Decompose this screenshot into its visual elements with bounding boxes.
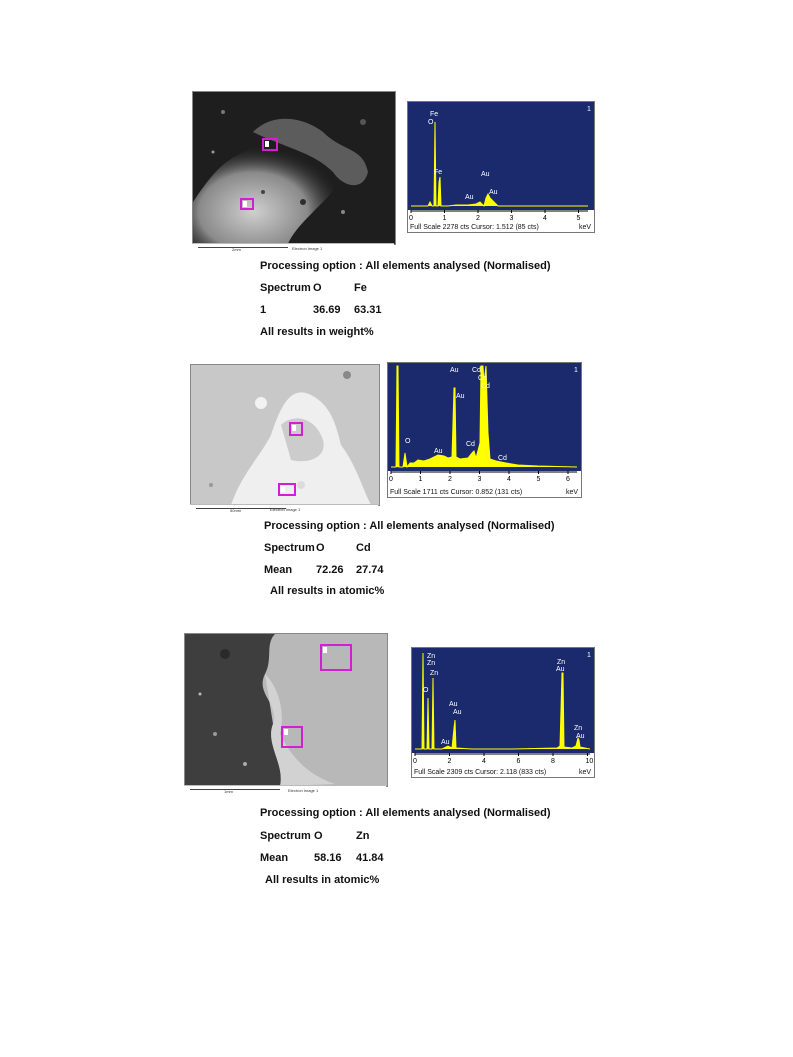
eds-spectrum-3 [411,647,595,755]
sem-image-2 [190,364,380,506]
spectrum-axis-1 [408,210,594,222]
full-scale-readout: Full Scale 1711 cts Cursor: 0.852 (131 cts) [390,489,523,496]
results-header-spectrum: Spectrum [264,542,315,554]
roi-box-3b [281,726,303,748]
axis-tick-label: 0 [389,476,393,483]
axis-tick-label: 4 [507,476,511,483]
axis-tick-label: 2 [447,758,452,765]
spectrum-plot-2 [388,363,581,472]
peak-label: Fe [434,169,443,176]
peak-label: Zn [430,670,439,677]
sem-image-1 [192,91,396,245]
results-header-spectrum: Spectrum [260,830,311,842]
image-label: Electron Image 1 [292,246,323,251]
scale-label: 50mm [230,508,242,513]
axis-unit: keV [578,224,591,231]
processing-option-1: Processing option : All elements analysed (Normalised) [260,260,551,272]
scale-bar [190,787,280,790]
roi-tag [281,486,285,492]
roi-box-3a [320,644,352,671]
results-header-el2: Zn [356,830,370,842]
results-header-el2: Fe [354,282,367,294]
roi-box-1b [240,198,254,210]
axis-tick-label: 1 [418,476,423,483]
spectrum-footer-2 [387,471,582,498]
peak-label: Au [456,393,465,400]
image-label: Electron Image 1 [270,507,301,512]
results-row-label: Mean [264,564,293,576]
results-note-2: All results in atomic% [270,585,385,597]
peak-label: Au [449,701,458,708]
spectrum-number: 1 [587,652,591,659]
roi-tag [292,425,296,431]
peak-label: Au [481,171,490,178]
peak-label: Au [434,448,443,455]
processing-option-3: Processing option : All elements analysed (Normalised) [260,807,551,819]
scale-label: 2mm [232,247,241,252]
sem-image-3-texture [185,634,387,786]
peak-label: Cd [472,367,481,374]
sem-image-1-texture [193,92,395,244]
spectrum-plot-3 [412,648,594,754]
spectrum-plot-1 [408,102,594,211]
axis-tick-label: 3 [477,476,482,483]
axis-tick-label: 8 [551,758,555,765]
results-value-1: 72.26 [316,564,344,576]
peak-label: Cd [478,375,487,382]
scale-bar [198,245,288,248]
spectrum-number: 1 [587,106,591,113]
peak-label: Au [576,733,585,740]
results-header-spectrum: Spectrum [260,282,311,294]
roi-box-2b [278,483,296,496]
results-header-el1: O [313,282,322,294]
results-header-el1: O [314,830,323,842]
axis-tick-label: 6 [516,758,521,765]
axis-unit: keV [578,769,591,776]
axis-tick-label: 4 [543,215,547,222]
peak-label: Zn [427,653,436,660]
peak-label: Au [556,666,565,673]
eds-spectrum-1 [407,101,595,212]
axis-unit: keV [565,489,578,496]
peak-label: Fe [430,111,439,118]
roi-tag [243,201,247,207]
axis-tick-label: 5 [576,215,581,222]
results-row-label: 1 [260,304,267,316]
roi-tag [265,141,269,147]
axis-tick-label: 1 [442,215,447,222]
roi-box-1a [262,138,278,151]
sem-footer-1 [192,243,394,252]
roi-tag [323,647,327,653]
results-value-1: 58.16 [314,852,342,864]
roi-tag [284,729,288,735]
peak-label: Zn [574,725,583,732]
peak-label: Au [465,194,474,201]
image-label: Electron Image 1 [288,788,319,793]
results-row-label: Mean [260,852,289,864]
axis-tick-label: 3 [509,215,514,222]
results-header-el2: Cd [356,542,371,554]
sem-image-3 [184,633,388,787]
full-scale-readout: Full Scale 2278 cts Cursor: 1.512 (85 cts) [410,224,539,231]
axis-tick-label: 4 [482,758,486,765]
axis-tick-label: 10 [585,758,594,765]
spectrum-number: 1 [574,367,578,374]
roi-box-2a [289,422,303,436]
peak-label: Cd [481,383,490,390]
peak-label: Au [453,709,462,716]
spectrum-trace [411,122,588,206]
peak-label: Zn [427,660,436,667]
spectrum-axis-2 [388,471,581,483]
peak-label: Au [489,189,498,196]
axis-tick-label: 5 [536,476,541,483]
results-header-el1: O [316,542,325,554]
peak-label: O [423,687,429,694]
axis-tick-label: 6 [566,476,570,483]
results-note-3: All results in atomic% [265,874,380,886]
full-scale-readout: Full Scale 2309 cts Cursor: 2.118 (833 cts) [414,769,547,776]
processing-option-2: Processing option : All elements analysed (Normalised) [264,520,555,532]
peak-label: Au [441,739,450,746]
results-note-1: All results in weight% [260,326,374,338]
scale-label: 1mm [224,789,233,794]
peak-label: Cd [498,455,507,462]
spectrum-footer-1 [407,210,595,233]
sem-footer-2 [190,504,378,513]
results-value-2: 63.31 [354,304,382,316]
peak-label: Zn [557,659,566,666]
results-value-1: 36.69 [313,304,341,316]
axis-tick-label: 2 [476,215,480,222]
peak-label: O [405,438,411,445]
results-value-2: 41.84 [356,852,384,864]
results-value-2: 27.74 [356,564,384,576]
peak-label: Au [450,367,459,374]
sem-footer-3 [184,785,386,794]
peak-label: Cd [466,441,475,448]
axis-tick-label: 0 [409,215,413,222]
spectrum-axis-3 [412,753,594,765]
eds-spectrum-2 [387,362,582,473]
axis-tick-label: 0 [413,758,417,765]
spectrum-footer-3 [411,753,595,778]
peak-label: O [428,119,434,126]
axis-tick-label: 2 [448,476,452,483]
